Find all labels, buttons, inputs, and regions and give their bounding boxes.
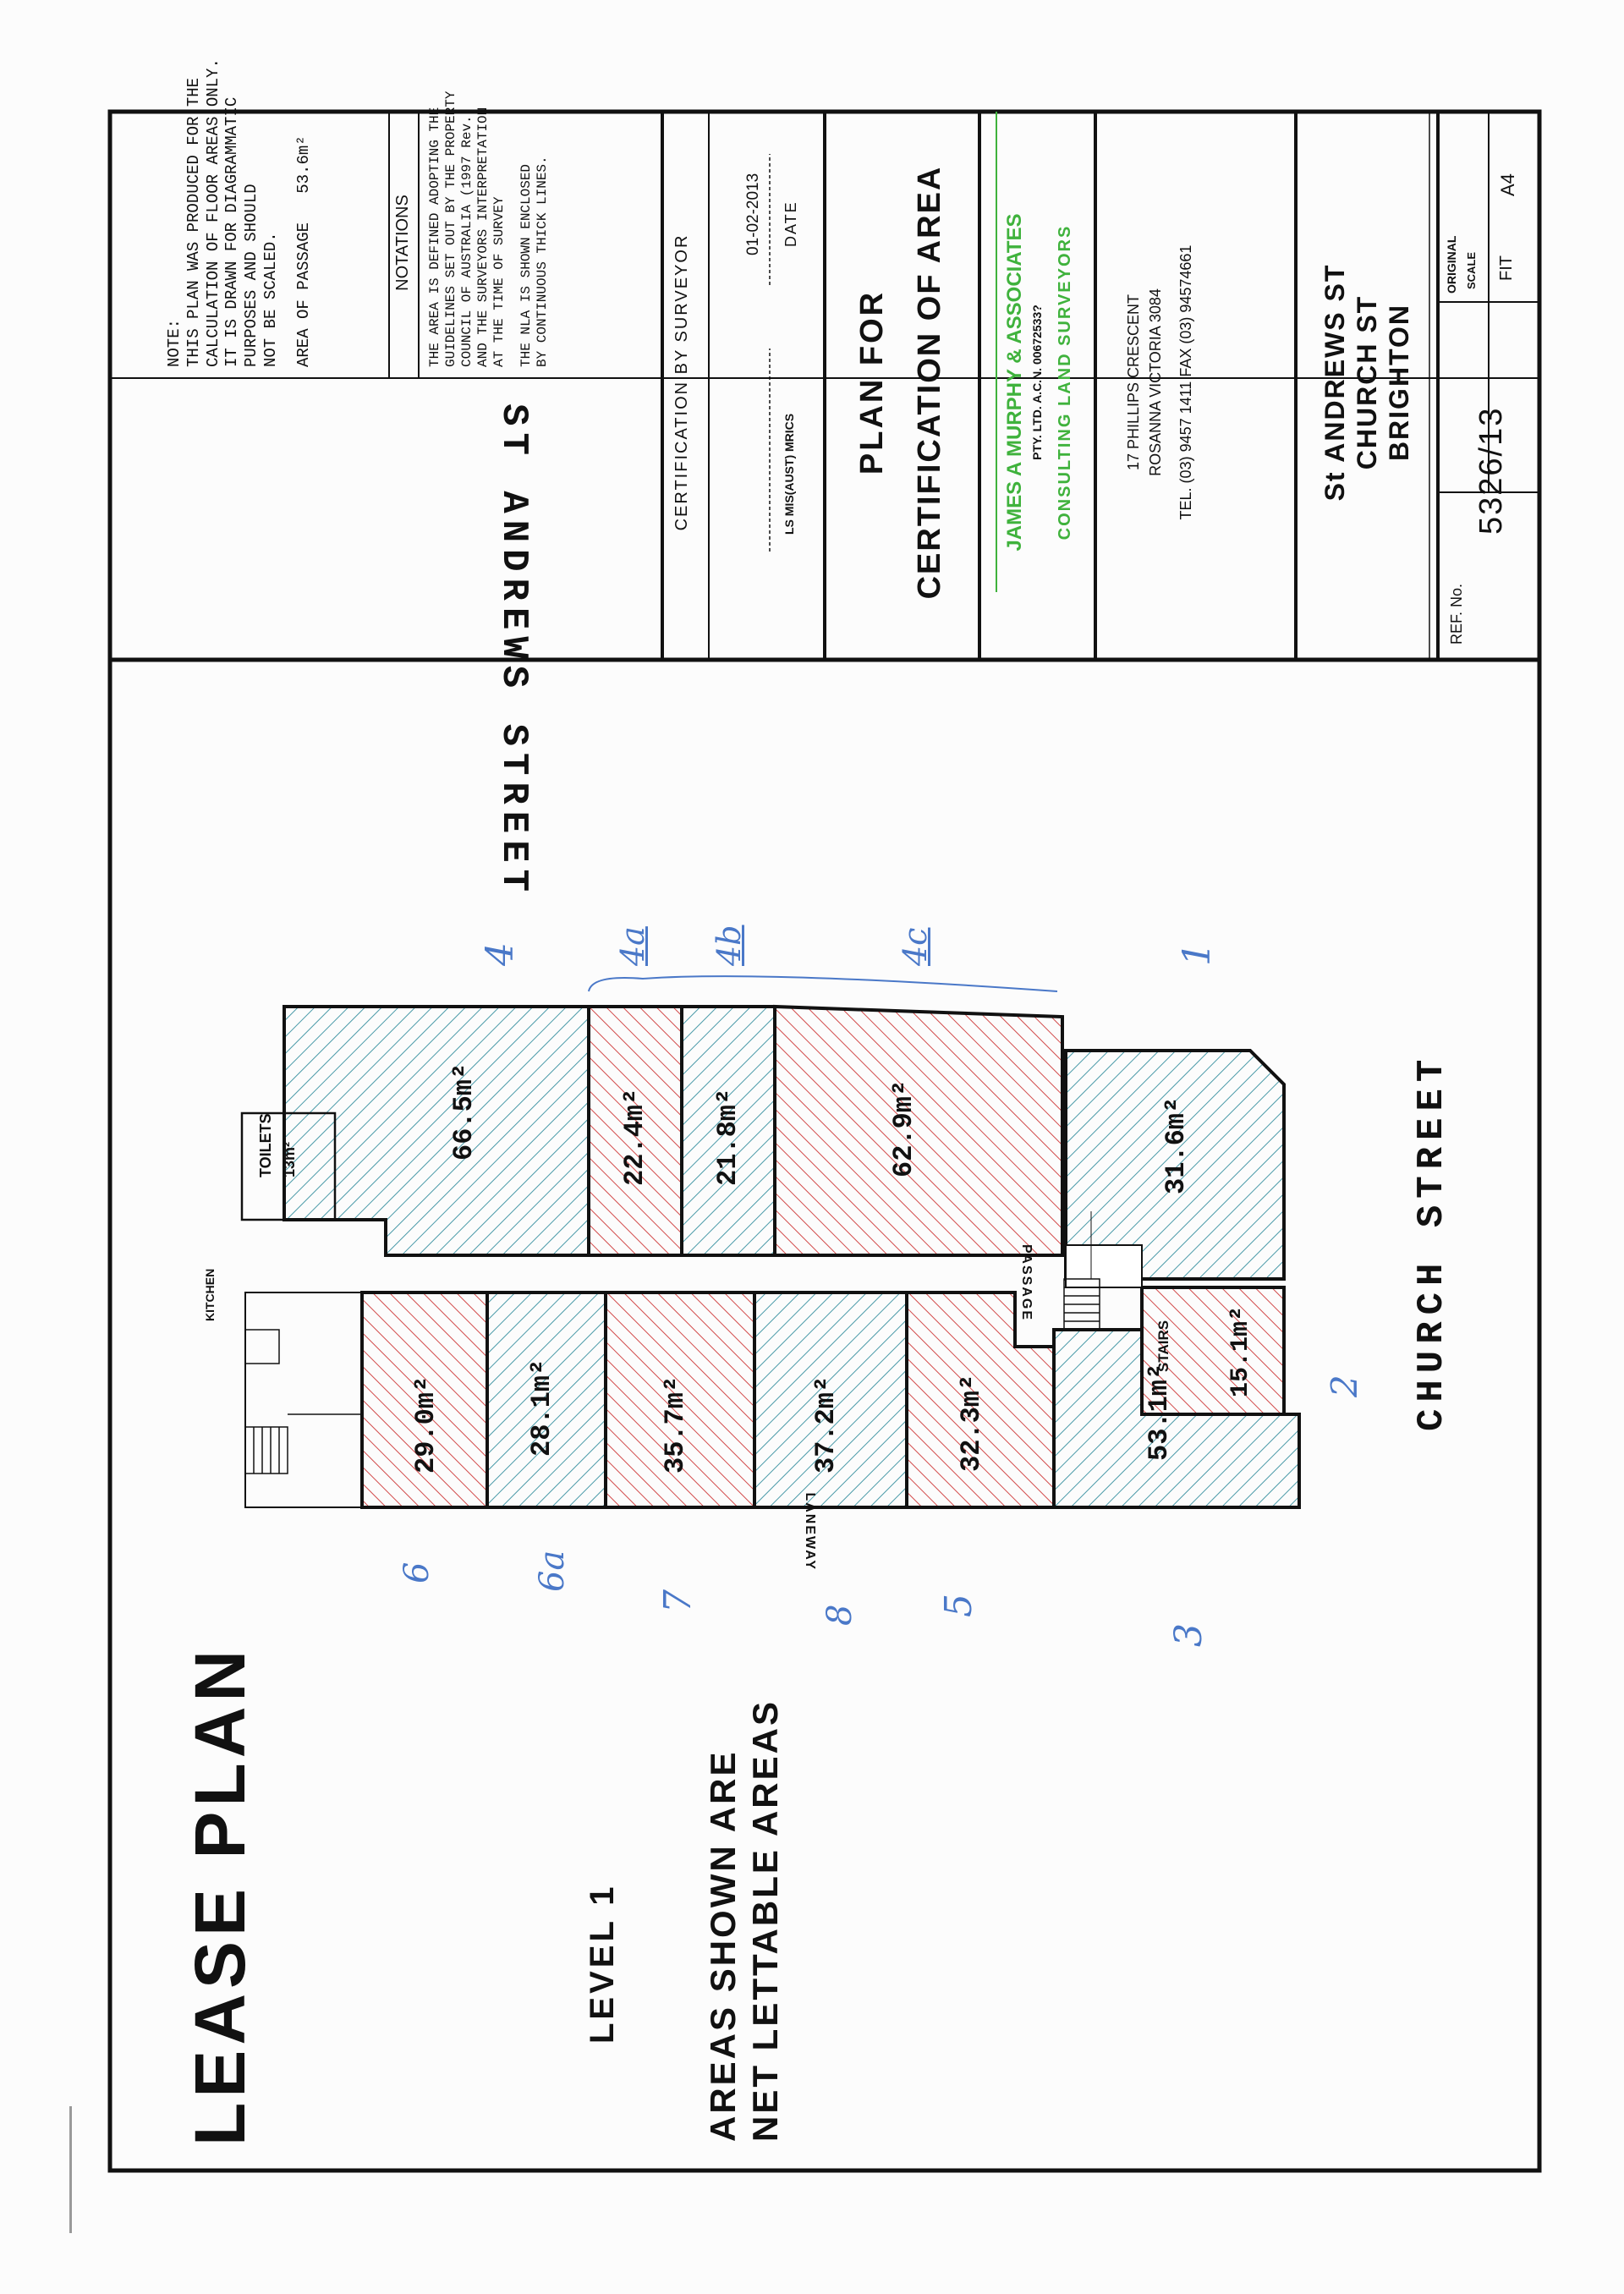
notations-text (427, 91, 551, 367)
room-label-37-2: 37.2m² (810, 1375, 842, 1474)
room-label-31-6: 31.6m² (1160, 1096, 1192, 1194)
note-line4: PURPOSES AND SHOULD (242, 184, 261, 367)
handwritten-6: 6 (398, 1561, 436, 1583)
areas-note (702, 1699, 787, 2142)
handwritten-8: 8 (820, 1604, 859, 1626)
room-label-29-0: 29.0m² (410, 1375, 442, 1474)
note-line5: NOT BE SCALED. (261, 232, 280, 367)
notations-line3: COUNCIL OF AUSTRALIA (1997 Rev.) (458, 107, 475, 367)
room-label-62-9: 62.9m² (888, 1079, 919, 1177)
passage-notch (1066, 1245, 1142, 1287)
level-label: LEVEL 1 (584, 1883, 621, 2044)
certification-date: 01-02-2013 (744, 173, 762, 255)
certification-header: CERTIFICATION BY SURVEYOR (672, 233, 691, 531)
handwritten-bracket (589, 976, 1057, 991)
room-label-35-7: 35.7m² (660, 1375, 691, 1474)
nla-line2: BY CONTINUOUS THICK LINES. (535, 156, 551, 367)
room-label-32-3: 32.3m² (956, 1374, 987, 1472)
handwritten-4b: 4b (710, 925, 748, 966)
handwritten-7: 7 (656, 1589, 700, 1613)
passage-area-label: AREA OF PASSAGE (294, 222, 313, 367)
kitchen-label: KITCHEN (203, 1268, 217, 1321)
toilets-area-label: 13m² (281, 1141, 298, 1177)
lease-plan-title: LEASE PLAN (180, 1644, 260, 2146)
location-line3: BRIGHTON (1384, 303, 1414, 462)
note-text (165, 58, 314, 367)
room-label-28-1: 28.1m² (526, 1358, 557, 1457)
kitchen-area (245, 1292, 362, 1507)
stairs-label: STAIRS (1155, 1320, 1171, 1372)
notations-header: NOTATIONS (393, 195, 412, 291)
toilets-label: TOILETS (257, 1113, 274, 1177)
handwritten-1: 1 (1176, 942, 1219, 966)
note-line1: THIS PLAN WAS PRODUCED FOR THE (184, 77, 203, 367)
notations-line5: AT THE TIME OF SURVEY (491, 196, 507, 367)
ref-number: 5326/13 (1473, 406, 1509, 535)
plan-title-line2: CERTIFICATION OF AREA (912, 165, 947, 600)
laneway-label: LANEWAY (803, 1492, 817, 1571)
stairs-symbol-laneway (245, 1427, 288, 1474)
original-size: A4 (1497, 173, 1518, 196)
handwritten-4: 4 (479, 942, 522, 966)
areas-note-line2: NET LETTABLE AREAS (745, 1699, 786, 2142)
surveyor-credentials: LS MIS(AUST) MRICS (782, 413, 796, 535)
note-line2: CALCULATION OF FLOOR AREAS ONLY. (203, 58, 222, 367)
notations-line1: THE AREA IS DEFINED ADOPTING THE (427, 107, 442, 367)
room-label-22-4: 22.4m² (619, 1088, 650, 1186)
location-line1: St ANDREWS ST (1320, 263, 1350, 502)
handwritten-5: 5 (937, 1594, 980, 1617)
date-label: DATE (782, 200, 799, 247)
note-label: NOTE: (165, 318, 184, 367)
room-label-53-1: 53.1m² (1144, 1363, 1175, 1461)
passage-label: PASSAGE (1019, 1243, 1034, 1321)
note-line3: IT IS DRAWN FOR DIAGRAMMATIC (222, 96, 242, 367)
handwritten-2: 2 (1324, 1375, 1365, 1397)
room-label-66-5: 66.5m² (448, 1062, 480, 1161)
ref-label: REF. No. (1448, 583, 1465, 645)
kitchen-bench (245, 1330, 279, 1364)
telephone-fax: TEL. (03) 9457 1411 FAX (03) 94574661 (1177, 244, 1194, 520)
location-line2: CHURCH ST (1352, 294, 1382, 470)
passage-area-value: 53.6m² (294, 135, 313, 194)
firm-name: JAMES A MURPHY & ASSOCIATES (1003, 213, 1026, 552)
notations-line4: AND THE SURVEYORS INTERPRETATION (475, 107, 491, 367)
handwritten-3: 3 (1167, 1623, 1210, 1647)
notations-line2: GUIDELINES SET OUT BY THE PROPERTY (442, 91, 458, 367)
handwritten-6a: 6a (533, 1550, 572, 1592)
firm-details: PTY. LTD. A.C.N. 00672533? (1030, 305, 1044, 460)
room-66-5 (284, 1007, 589, 1255)
areas-note-line1: AREAS SHOWN ARE (703, 1749, 743, 2142)
plan-title-line1: PLAN FOR (854, 289, 890, 475)
address-line1: 17 PHILLIPS CRESCENT (1125, 294, 1142, 471)
nla-line1: THE NLA IS SHOWN ENCLOSED (518, 163, 535, 367)
st-andrews-street-label: ST ANDREWS STREET (492, 403, 535, 898)
handwritten-4a: 4a (614, 926, 651, 966)
handwritten-4c: 4c (897, 927, 934, 966)
address-line2: ROSANNA VICTORIA 3084 (1147, 288, 1164, 476)
room-label-21-8: 21.8m² (712, 1088, 743, 1186)
scale-value: FIT (1497, 255, 1516, 281)
original-label: ORIGINAL (1445, 235, 1458, 294)
firm-type: CONSULTING LAND SURVEYORS (1056, 224, 1074, 541)
room-label-15-1: 15.1m² (1226, 1305, 1255, 1397)
church-street-label: CHURCH STREET (1411, 1052, 1453, 1431)
scale-label: SCALE (1465, 251, 1478, 289)
